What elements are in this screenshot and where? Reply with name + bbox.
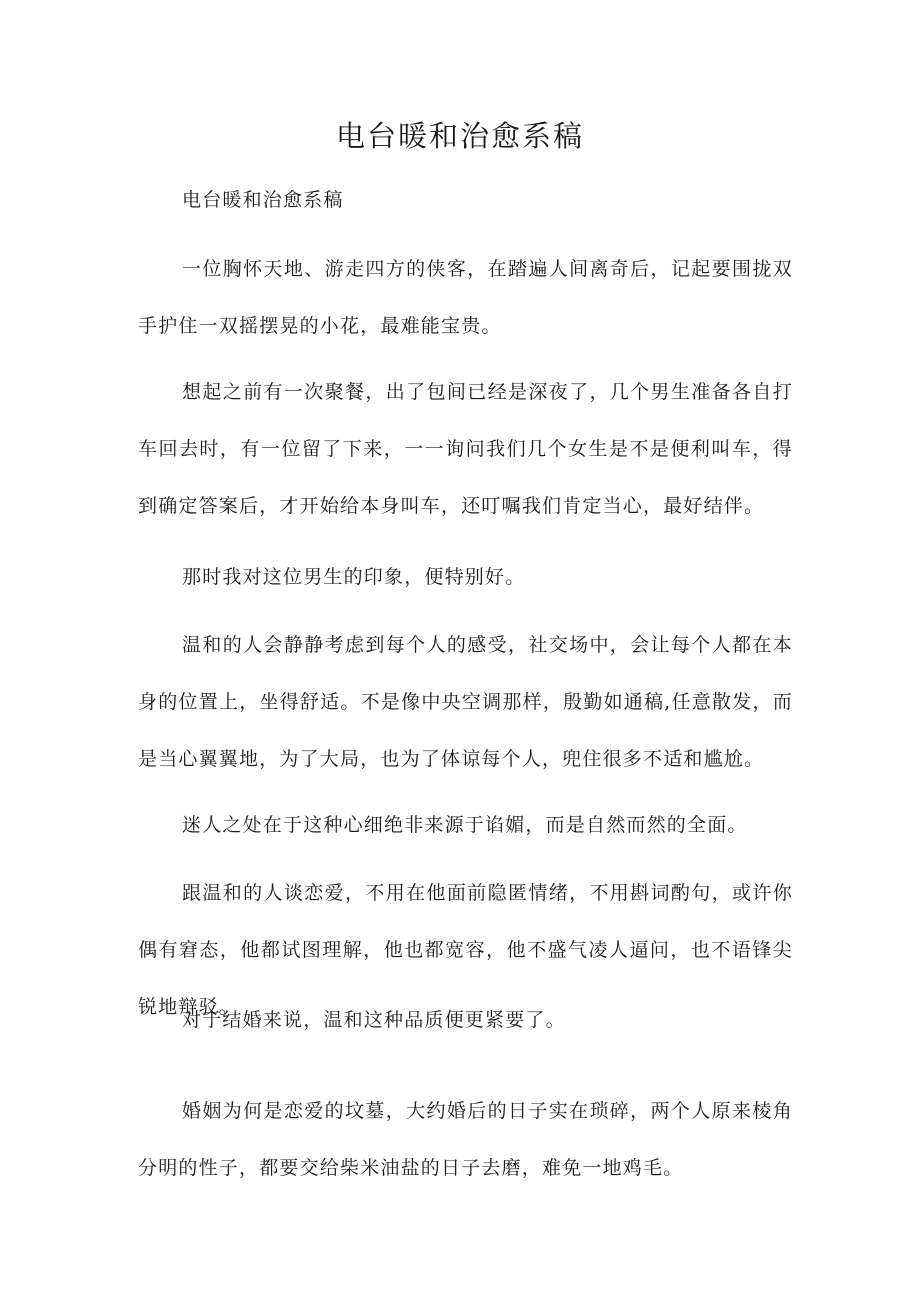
paragraph: 对于结婚来说，温和这种品质便更紧要了。	[182, 1009, 566, 1031]
paragraph: 想起之前有一次聚餐，出了包间已经是深夜了，几个男生准备各自打车回去时，有一位留了下来，一一询问我们几个女生是不是便利叫车，得到确定答案后，才开始给本身叫车，还叮嘱我们肯定当心，最好结伴。	[138, 381, 793, 517]
paragraph-subtitle: 电台暖和治愈系稿	[182, 189, 344, 211]
paragraph: 那时我对这位男生的印象，便特别好。	[182, 566, 526, 588]
paragraph: 婚姻为何是恋爱的坟墓，大约婚后的日子实在琐碎，两个人原来棱角分明的性子，都要交给柴米油盐的日子去磨，难免一地鸡毛。	[138, 1100, 793, 1179]
document-title: 电台暖和治愈系稿	[335, 119, 584, 153]
paragraph: 跟温和的人谈恋爱，不用在他面前隐匿情绪，不用斟词酌句，或许你偶有窘态，他都试图理解，他也都宽容，他不盛气凌人逼问，也不语锋尖锐地辩驳。	[138, 882, 793, 1018]
paragraph: 迷人之处在于这种心细绝非来源于谄媚，而是自然而然的全面。	[182, 814, 748, 836]
paragraph: 一位胸怀天地、游走四方的侠客，在踏遍人间离奇后，记起要围拢双手护住一双摇摆晃的小花，最难能宝贵。	[138, 258, 793, 337]
paragraph: 温和的人会静静考虑到每个人的感受，社交场中，会让每个人都在本身的位置上，坐得舒适。不是像中央空调那样，殷勤如通稿,任意散发，而是当心翼翼地，为了大局，也为了体谅每个人，兜住很多不适和尴尬。	[138, 634, 793, 770]
